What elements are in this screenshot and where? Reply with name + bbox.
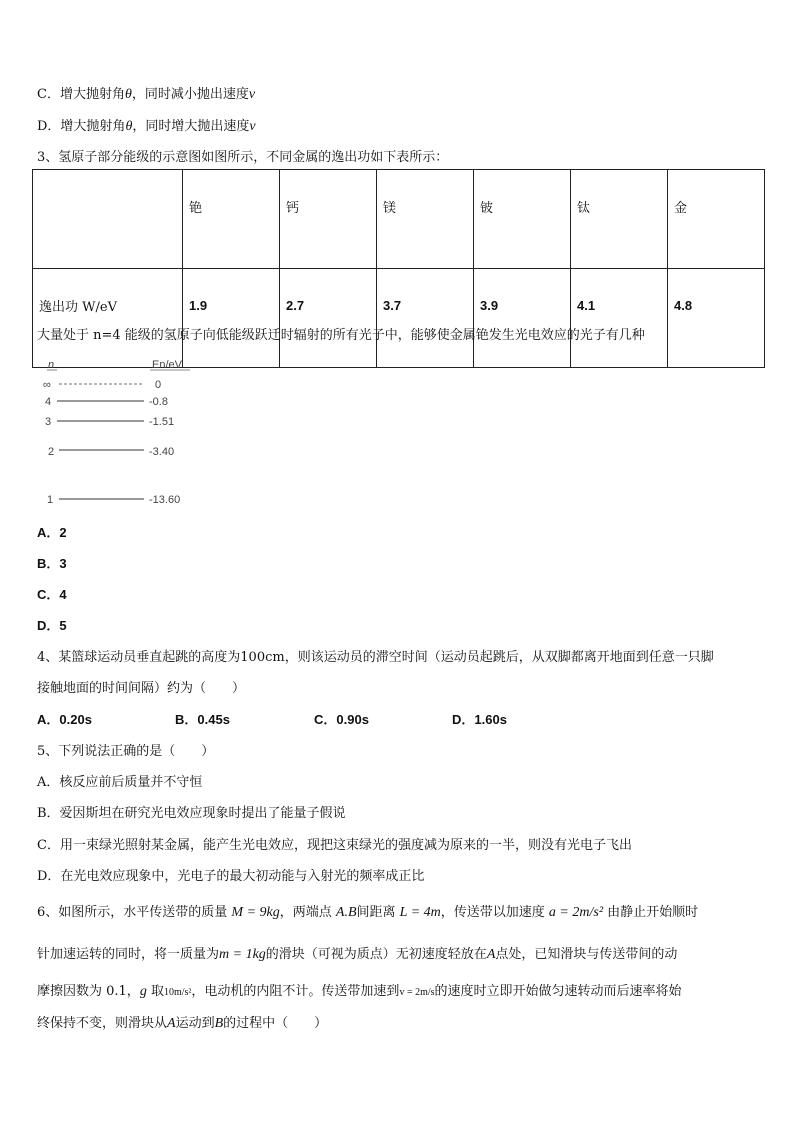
table-cell: 4.1 bbox=[571, 269, 668, 368]
q6-text: 的过程中（ ） bbox=[223, 1016, 328, 1031]
q6-text: ，电动机的内阻不计。传送带加速到 bbox=[191, 984, 400, 999]
option-c-text-mid: ，同时减小抛出速度 bbox=[131, 87, 249, 102]
theta-symbol: θ bbox=[125, 119, 133, 134]
q5-option-c: C．用一束绿光照射某金属，能产生光电效应，现把这束绿光的强度减为原来的一半，则没有光电子飞出 bbox=[37, 838, 632, 853]
table-header-cell: 铍 bbox=[474, 170, 571, 269]
mass-M-value: M = 9kg bbox=[231, 905, 280, 920]
points-AB: A.B bbox=[335, 905, 357, 920]
point-A: A bbox=[167, 1016, 176, 1031]
level-energy-label: -1.51 bbox=[149, 416, 175, 428]
q6-text: 间距离 bbox=[356, 905, 396, 920]
q5-stem: 5、下列说法正确的是（ ） bbox=[37, 744, 215, 759]
q6-line2 bbox=[37, 943, 677, 963]
table-header-cell: 钛 bbox=[571, 170, 668, 269]
point-B: B bbox=[214, 1016, 224, 1031]
q3-option-b: B．3 bbox=[37, 556, 67, 571]
q5-option-b: B．爱因斯坦在研究光电效应现象时提出了能量子假说 bbox=[37, 806, 346, 821]
q3-option-a: A．2 bbox=[37, 525, 67, 540]
level-energy-label: -13.60 bbox=[149, 494, 181, 506]
v-symbol: v bbox=[248, 87, 256, 102]
acceleration-value: a = 2m/s² bbox=[548, 905, 604, 920]
table-header-cell: 钙 bbox=[280, 170, 377, 269]
q6-text: 点处，已知滑块与传送带间的动 bbox=[495, 947, 678, 962]
q4-option-b: B．0.45s bbox=[175, 712, 230, 727]
q6-text: 由静止开始顺时 bbox=[607, 905, 699, 920]
q6-text: 的速度时立即开始做匀速转动而后速率将始 bbox=[434, 984, 682, 999]
q6-text: 的滑块（可视为质点）无初速度轻放在 bbox=[265, 947, 487, 962]
q4-option-a: A．0.20s bbox=[37, 712, 92, 727]
table-cell: 2.7 bbox=[280, 269, 377, 368]
q5-option-a: A．核反应前后质量并不守恒 bbox=[37, 775, 203, 790]
level-energy-label: 0 bbox=[155, 379, 162, 391]
table-header-cell: 镁 bbox=[377, 170, 474, 269]
q6-text: ，两端点 bbox=[279, 905, 332, 920]
q4-option-c: C．0.90s bbox=[314, 712, 369, 727]
table-corner-cell bbox=[33, 170, 183, 269]
length-L-value: L = 4m bbox=[399, 905, 441, 920]
option-d-line bbox=[37, 115, 256, 135]
table-header-row bbox=[33, 170, 765, 269]
q6-text: 摩擦因数为 0.1， bbox=[37, 984, 140, 999]
q6-text: ，传送带以加速度 bbox=[440, 905, 545, 920]
point-A: A bbox=[486, 947, 496, 962]
level-n-label: 1 bbox=[47, 494, 54, 506]
mass-m-value: m = 1kg bbox=[219, 947, 266, 962]
level-energy-label: -3.40 bbox=[149, 446, 175, 458]
q3-option-d: D．5 bbox=[37, 618, 67, 633]
option-d-text: D．增大抛射角 bbox=[37, 119, 126, 134]
n-axis-label: n bbox=[48, 359, 55, 371]
q6-text: 针加速运转的同时，将一质量为 bbox=[37, 947, 220, 962]
q6-line3 bbox=[37, 980, 682, 1000]
q5-option-d: D．在光电效应现象中，光电子的最大初动能与入射光的频率成正比 bbox=[37, 869, 425, 884]
q6-line1 bbox=[37, 901, 698, 921]
q6-text: 取 bbox=[150, 984, 164, 999]
level-n-label: 2 bbox=[48, 446, 55, 458]
table-row-label: 逸出功 W/eV bbox=[33, 269, 183, 368]
table-cell: 3.7 bbox=[377, 269, 474, 368]
q3-stem: 3、氢原子部分能级的示意图如图所示，不同金属的逸出功如下表所示： bbox=[37, 150, 449, 165]
g-value: 10m/s² bbox=[163, 987, 192, 998]
q6-text: 终保持不变，则滑块从 bbox=[37, 1016, 168, 1031]
table-row bbox=[33, 269, 765, 368]
table-cell: 4.8 bbox=[668, 269, 765, 368]
velocity-value: v = 2m/s bbox=[399, 987, 435, 998]
level-n-label: 3 bbox=[45, 416, 52, 428]
option-c-text: C．增大抛射角 bbox=[37, 87, 125, 102]
q6-line4 bbox=[37, 1012, 327, 1032]
table-cell: 3.9 bbox=[474, 269, 571, 368]
v-symbol: v bbox=[249, 119, 256, 134]
q6-text: 运动到 bbox=[175, 1016, 215, 1031]
q4-stem-line2: 接触地面的时间间隔）约为（ ） bbox=[37, 681, 246, 696]
energy-axis-label: En/eV bbox=[152, 359, 182, 371]
level-n-label: ∞ bbox=[43, 379, 51, 391]
table-header-cell: 铯 bbox=[183, 170, 280, 269]
option-d-text-mid: ，同时增大抛出速度 bbox=[132, 119, 250, 134]
q3-option-c: C．4 bbox=[37, 587, 67, 602]
energy-level-diagram bbox=[40, 355, 200, 515]
g-symbol: g bbox=[139, 984, 147, 999]
option-c-line bbox=[37, 83, 255, 103]
q3-question: 大量处于 n=4 能级的氢原子向低能级跃迁时辐射的所有光子中，能够使金属铯发生光电效应的光子有几种 bbox=[37, 328, 645, 343]
theta-symbol: θ bbox=[124, 87, 132, 102]
q4-stem-line1: 4、某篮球运动员垂直起跳的高度为100cm，则该运动员的滞空时间（运动员起跳后，从双脚都离开地面到任意一只脚 bbox=[37, 650, 714, 665]
q4-option-d: D．1.60s bbox=[452, 712, 507, 727]
level-n-label: 4 bbox=[45, 396, 52, 408]
q6-text: 6、如图所示，水平传送带的质量 bbox=[37, 905, 228, 920]
table-header-cell: 金 bbox=[668, 170, 765, 269]
level-energy-label: -0.8 bbox=[149, 396, 168, 408]
table-cell: 1.9 bbox=[183, 269, 280, 368]
